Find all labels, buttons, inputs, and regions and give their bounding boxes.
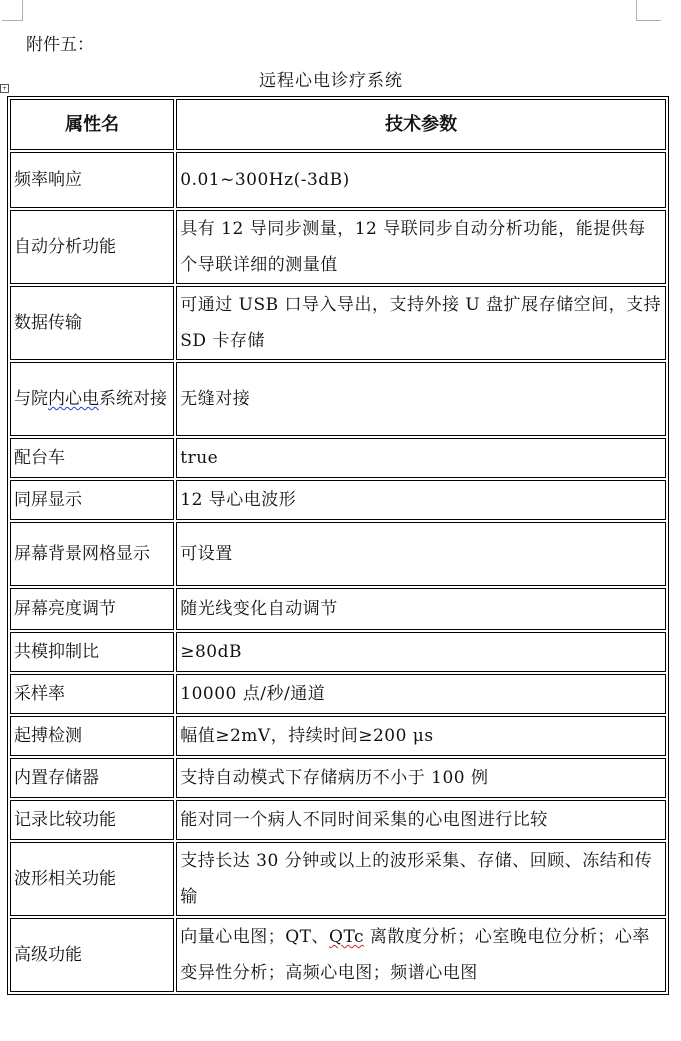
row-name-cell: 共模抑制比 xyxy=(10,632,174,672)
row-name-cell: 内置存储器 xyxy=(10,758,174,798)
table-row xyxy=(10,918,666,992)
spellcheck-underline: QTc xyxy=(329,927,365,947)
document-title: 远程心电诊疗系统 xyxy=(259,71,403,91)
row-value-cell: ≥80dB xyxy=(176,632,666,672)
row-value-cell: true xyxy=(176,438,666,478)
row-name-cell: 记录比较功能 xyxy=(10,800,174,840)
row-name-cell xyxy=(10,362,174,436)
page-corner-mark-right xyxy=(636,0,661,21)
row-value-cell: 支持长达 30 分钟或以上的波形采集、存储、回顾、冻结和传输 xyxy=(176,842,666,916)
row-value-cell: 10000 点/秒/通道 xyxy=(176,674,666,714)
row-value-cell: 幅值≥2mV，持续时间≥200 μs xyxy=(176,716,666,756)
spellcheck-underline: 内心电 xyxy=(48,389,99,409)
row-name-cell: 采样率 xyxy=(10,674,174,714)
page-corner-mark-left xyxy=(2,0,23,21)
table-row xyxy=(10,480,666,520)
row-name-cell: 波形相关功能 xyxy=(10,842,174,916)
row-value-cell: 随光线变化自动调节 xyxy=(176,588,666,630)
row-value-cell: 12 导心电波形 xyxy=(176,480,666,520)
table-row xyxy=(10,522,666,586)
row-name-cell: 同屏显示 xyxy=(10,480,174,520)
table-header-row xyxy=(10,99,666,150)
row-name-cell: 屏幕背景网格显示 xyxy=(10,522,174,586)
row-name-cell: 起搏检测 xyxy=(10,716,174,756)
row-name-cell: 自动分析功能 xyxy=(10,210,174,284)
table-row xyxy=(10,842,666,916)
row-value-cell: 可通过 USB 口导入导出，支持外接 U 盘扩展存储空间，支持 SD 卡存储 xyxy=(176,286,666,360)
spec-table xyxy=(7,96,669,995)
row-name-text: 与院内心电系统对接 xyxy=(14,389,167,409)
table-row xyxy=(10,716,666,756)
table-row xyxy=(10,362,666,436)
row-name-cell: 屏幕亮度调节 xyxy=(10,588,174,630)
table-row xyxy=(10,286,666,360)
row-name-cell: 高级功能 xyxy=(10,918,174,992)
row-value-cell: 0.01~300Hz(-3dB) xyxy=(176,152,666,208)
row-name-cell: 数据传输 xyxy=(10,286,174,360)
row-name-cell: 频率响应 xyxy=(10,152,174,208)
row-value-cell: 无缝对接 xyxy=(176,362,666,436)
attachment-label: 附件五： xyxy=(26,35,94,55)
table-row xyxy=(10,588,666,630)
table-row xyxy=(10,152,666,208)
table-row xyxy=(10,800,666,840)
row-value-cell: 能对同一个病人不同时间采集的心电图进行比较 xyxy=(176,800,666,840)
table-row xyxy=(10,674,666,714)
table-row xyxy=(10,758,666,798)
row-value-cell: 具有 12 导同步测量，12 导联同步自动分析功能，能提供每个导联详细的测量值 xyxy=(176,210,666,284)
table-row xyxy=(10,210,666,284)
header-technical-params: 技术参数 xyxy=(176,99,666,150)
table-row xyxy=(10,438,666,478)
row-value-cell: 可设置 xyxy=(176,522,666,586)
table-anchor-icon: + xyxy=(1,85,8,92)
row-name-cell: 配台车 xyxy=(10,438,174,478)
table-row xyxy=(10,632,666,672)
header-attribute-name: 属性名 xyxy=(10,99,174,150)
row-value-cell: 支持自动模式下存储病历不小于 100 例 xyxy=(176,758,666,798)
row-value-cell: 向量心电图；QT、QTc 离散度分析；心室晚电位分析；心率变异性分析；高频心电图；频谱心电图 xyxy=(176,918,666,992)
